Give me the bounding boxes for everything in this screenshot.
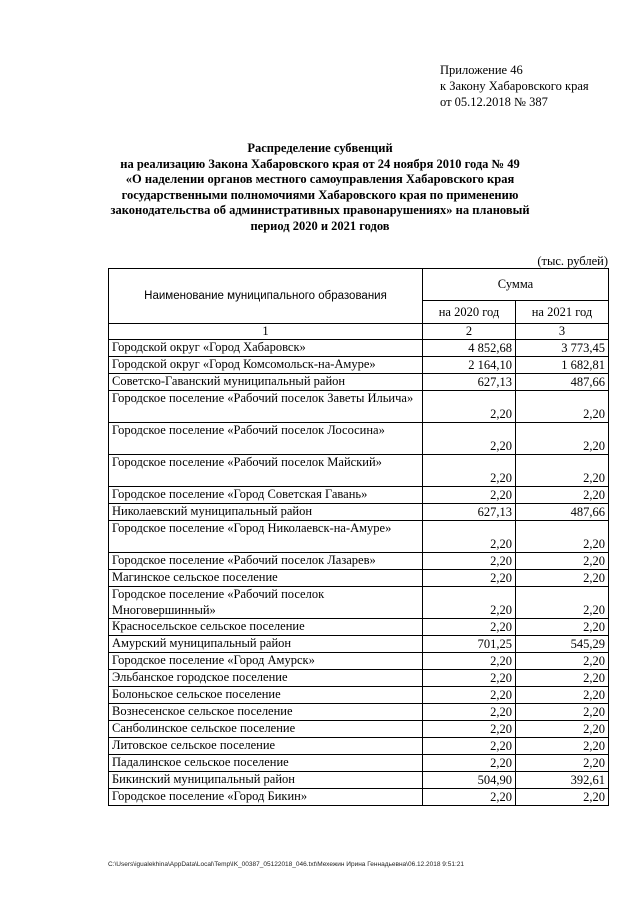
table-row [109, 619, 609, 636]
row-2020-cell: 2,20 [423, 455, 516, 487]
row-name-cell: Городское поселение «Рабочий поселок Лососина» [109, 423, 423, 455]
row-2021-cell: 487,66 [516, 374, 609, 391]
row-2020-cell: 627,13 [423, 374, 516, 391]
row-2021-cell: 487,66 [516, 504, 609, 521]
row-2021-cell: 2,20 [516, 587, 609, 619]
row-name-cell: Советско-Гаванский муниципальный район [109, 374, 423, 391]
attachment-line-3: от 05.12.2018 № 387 [440, 95, 548, 109]
row-2020-cell: 2,20 [423, 587, 516, 619]
row-name-cell: Городское поселение «Рабочий поселок Лазарев» [109, 553, 423, 570]
row-2020-cell: 2,20 [423, 789, 516, 806]
header-name: Наименование муниципального образования [109, 269, 423, 324]
row-name-cell: Падалинское сельское поселение [109, 755, 423, 772]
row-2021-cell: 2,20 [516, 521, 609, 553]
document-title [100, 141, 540, 234]
row-2020-cell: 2,20 [423, 738, 516, 755]
row-2020-cell: 2,20 [423, 721, 516, 738]
table-row [109, 738, 609, 755]
row-name-cell: Городское поселение «Рабочий поселок Майский» [109, 455, 423, 487]
row-name-cell: Городское поселение «Рабочий поселок Заветы Ильича» [109, 391, 423, 423]
row-2021-cell: 2,20 [516, 553, 609, 570]
row-2020-cell: 2,20 [423, 704, 516, 721]
table-row [109, 357, 609, 374]
row-name-cell: Санболинское сельское поселение [109, 721, 423, 738]
table-row [109, 504, 609, 521]
table-row [109, 687, 609, 704]
row-2020-cell: 2 164,10 [423, 357, 516, 374]
row-2020-cell: 2,20 [423, 570, 516, 587]
column-number-2: 2 [423, 324, 516, 340]
attachment-line-1: Приложение 46 [440, 63, 523, 77]
table-row [109, 721, 609, 738]
table-row [109, 636, 609, 653]
row-2021-cell: 2,20 [516, 738, 609, 755]
table-body [109, 340, 609, 806]
table-row [109, 374, 609, 391]
table-row [109, 670, 609, 687]
row-2020-cell: 2,20 [423, 553, 516, 570]
row-2020-cell: 4 852,68 [423, 340, 516, 357]
table-row [109, 553, 609, 570]
title-line-1: Распределение субвенций [247, 141, 393, 155]
table-row [109, 653, 609, 670]
row-2021-cell: 2,20 [516, 423, 609, 455]
column-number-1: 1 [109, 324, 423, 340]
table-row [109, 423, 609, 455]
row-2020-cell: 627,13 [423, 504, 516, 521]
file-path-footer: C:\Users\igualekhina\AppData\Local\Temp\IK_00387_05122018_046.txt\Мехежин Ирина Геннадьевна\06.12.2018 9:51:21 [108, 861, 464, 868]
row-name-cell: Городское поселение «Город Советская Гавань» [109, 487, 423, 504]
row-2021-cell: 2,20 [516, 487, 609, 504]
row-2021-cell: 3 773,45 [516, 340, 609, 357]
table-row [109, 521, 609, 553]
row-name-cell: Городское поселение «Рабочий поселок Многовершинный» [109, 587, 423, 619]
table-row [109, 704, 609, 721]
row-name-cell: Городское поселение «Город Амурск» [109, 653, 423, 670]
row-2021-cell: 2,20 [516, 570, 609, 587]
table-row [109, 455, 609, 487]
header-2021: на 2021 год [516, 301, 609, 324]
title-line-3: «О наделении органов местного самоуправления Хабаровского края [125, 172, 515, 186]
table-row [109, 487, 609, 504]
row-name-cell: Магинское сельское поселение [109, 570, 423, 587]
table-row [109, 340, 609, 357]
units-label: (тыс. рублей) [537, 254, 608, 268]
row-2020-cell: 2,20 [423, 755, 516, 772]
row-2020-cell: 2,20 [423, 670, 516, 687]
table-row [109, 755, 609, 772]
row-name-cell: Вознесенское сельское поселение [109, 704, 423, 721]
attachment-line-2: к Закону Хабаровского края [440, 79, 589, 93]
table-row [109, 570, 609, 587]
column-number-3: 3 [516, 324, 609, 340]
row-2021-cell: 2,20 [516, 789, 609, 806]
table-row [109, 789, 609, 806]
row-2020-cell: 2,20 [423, 687, 516, 704]
row-2021-cell: 2,20 [516, 704, 609, 721]
row-2021-cell: 2,20 [516, 653, 609, 670]
row-name-cell: Городской округ «Город Комсомольск-на-Амуре» [109, 357, 423, 374]
row-2020-cell: 701,25 [423, 636, 516, 653]
header-sum: Сумма [423, 269, 609, 301]
table-row [109, 772, 609, 789]
title-line-4: государственными полномочиями Хабаровского края по применению [121, 187, 519, 202]
row-2021-cell: 1 682,81 [516, 357, 609, 374]
title-line-6: период 2020 и 2021 годов [250, 218, 390, 233]
row-name-cell: Бикинский муниципальный район [109, 772, 423, 789]
row-2021-cell: 2,20 [516, 755, 609, 772]
row-name-cell: Литовское сельское поселение [109, 738, 423, 755]
title-line-5: законодательства об административных правонарушениях» на плановый [110, 203, 530, 217]
row-2021-cell: 2,20 [516, 670, 609, 687]
row-name-cell: Амурский муниципальный район [109, 636, 423, 653]
row-name-cell: Эльбанское городское поселение [109, 670, 423, 687]
row-2021-cell: 392,61 [516, 772, 609, 789]
table-row [109, 587, 609, 619]
row-name-cell: Николаевский муниципальный район [109, 504, 423, 521]
row-name-cell: Городское поселение «Город Бикин» [109, 789, 423, 806]
row-2020-cell: 504,90 [423, 772, 516, 789]
row-2021-cell: 2,20 [516, 391, 609, 423]
table-row [109, 391, 609, 423]
row-2020-cell: 2,20 [423, 391, 516, 423]
row-2020-cell: 2,20 [423, 423, 516, 455]
row-2020-cell: 2,20 [423, 521, 516, 553]
row-2020-cell: 2,20 [423, 619, 516, 636]
row-2021-cell: 2,20 [516, 687, 609, 704]
attachment-note [440, 62, 589, 110]
row-name-cell: Болоньское сельское поселение [109, 687, 423, 704]
header-2020: на 2020 год [423, 301, 516, 324]
title-line-2: на реализацию Закона Хабаровского края от 24 ноября 2010 года № 49 [120, 156, 520, 171]
row-2020-cell: 2,20 [423, 487, 516, 504]
row-2021-cell: 2,20 [516, 455, 609, 487]
row-2020-cell: 2,20 [423, 653, 516, 670]
row-name-cell: Городское поселение «Город Николаевск-на-Амуре» [109, 521, 423, 553]
subvention-table [108, 268, 609, 806]
row-2021-cell: 2,20 [516, 619, 609, 636]
row-2021-cell: 2,20 [516, 721, 609, 738]
row-name-cell: Городской округ «Город Хабаровск» [109, 340, 423, 357]
row-2021-cell: 545,29 [516, 636, 609, 653]
row-name-cell: Красносельское сельское поселение [109, 619, 423, 636]
